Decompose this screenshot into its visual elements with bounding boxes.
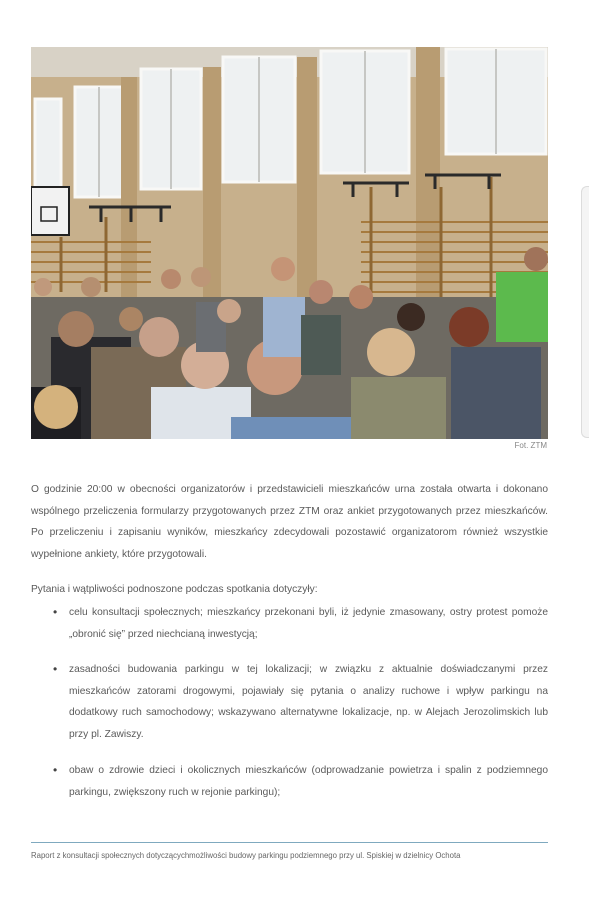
paragraph-questions-intro: Pytania i wątpliwości podnoszone podczas spotkania dotyczyły: <box>31 584 318 596</box>
bullet-icon: • <box>53 662 58 676</box>
footer-divider <box>31 842 548 843</box>
list-item <box>31 760 548 803</box>
bullet-icon: • <box>53 763 58 777</box>
photo-caption: Fot. ZTM <box>514 441 547 450</box>
question-list-3 <box>31 760 548 803</box>
footer-text: Raport z konsultacji społecznych dotyczącychmożliwości budowy parkingu podziemnego przy ul. Spiskiej w dzielnicy Ochota <box>31 851 461 860</box>
paragraph-counting: O godzinie 20:00 w obecności organizatorów i przedstawicieli mieszkańców urna została otwarta i dokonano wspólnego przeliczenia formularzy przygotowanych przez ZTM oraz ankiet przygotowanych przez mieszkańców. Po przeliczeniu i zapisaniu wyników, mieszkańcy zdecydowali pozostawić organizatorom również wszystkie wypełnione ankiety, które przygotowali. <box>31 484 548 560</box>
scroll-handle[interactable] <box>581 186 589 438</box>
list-item <box>31 602 548 645</box>
list-item <box>31 659 548 745</box>
list-item-text: celu konsultacji społecznych; mieszkańcy przekonani byli, iż jedynie zmasowany, ostry protest pomoże „obronić się” przed niechcianą inwestycją; <box>69 607 548 640</box>
question-list-1 <box>31 602 548 645</box>
bullet-icon: • <box>53 605 58 619</box>
question-list-2 <box>31 659 548 745</box>
list-item-text: obaw o zdrowie dzieci i okolicznych mieszkańców (odprowadzanie powietrza i spalin z podziemnego parkingu, zwiększony ruch w rejonie parkingu); <box>69 765 548 798</box>
meeting-photo <box>31 47 548 439</box>
list-item-text: zasadności budowania parkingu w tej lokalizacji; w związku z aktualnie doświadczanymi przez mieszkańców zatorami drogowymi, pojawiały się pytania o analizy ruchowe i wpływ parkingu na dodatkowy ruch samochodowy; wskazywano alternatywne lokalizacje, np. w Alejach Jerozolimskich lub przy pl. Zawiszy. <box>69 664 548 740</box>
